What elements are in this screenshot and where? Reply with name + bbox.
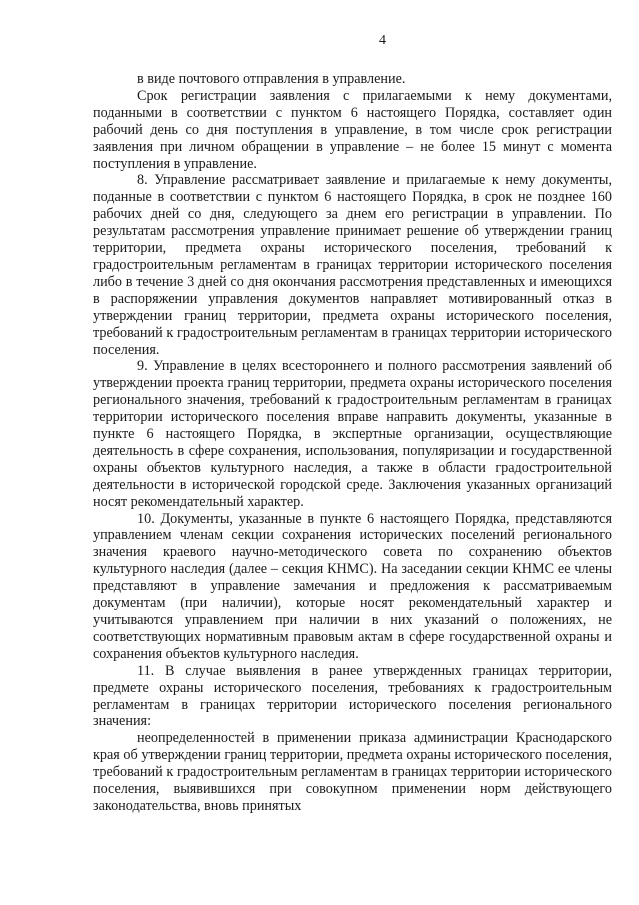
document-body xyxy=(93,71,612,815)
paragraph-item-11: 11. В случае выявления в ранее утвержденных границах территории, предмете охраны исторического поселения, требованиях к градостроительным регламентам в границах территории исторического поселения регионального значения: xyxy=(93,662,612,730)
page-number: 4 xyxy=(379,33,386,48)
paragraph-registration-term: Срок регистрации заявления с прилагаемыми к нему документами, поданными в соответствии с пунктом 6 настоящего Порядка, составляет один рабочий день со дня поступления в управление, в том числе срок регистрации заявления при личном обращении в управление – не более 15 минут с момента поступления в управление. xyxy=(93,87,612,172)
paragraph-item-9: 9. Управление в целях всестороннего и полного рассмотрения заявлений об утверждении проекта границ территории, предмета охраны исторического поселения регионального значения, требований к градостроительным регламентам в границах территории исторического поселения вправе направить документы, указанные в пункте 6 настоящего Порядка, в экспертные организации, осуществляющие деятельность в сфере сохранения, использования, популяризации и государственной охраны объектов культурного наследия, а также в области градостроительной деятельности в исторической городской среде. Заключения указанных организаций носят рекомендательный характер. xyxy=(93,358,612,510)
paragraph-continuation: в виде почтового отправления в управление. xyxy=(137,71,406,87)
paragraph-item-10: 10. Документы, указанные в пункте 6 настоящего Порядка, представляются управлением членам секции сохранения исторических поселений регионального значения краевого научно-методического совета по сохранению объектов культурного наследия (далее – секция КНМС). На заседании секции КНМС ее члены представляют в управление замечания и предложения к рассматриваемым документам (при наличии), которые носят рекомендательный характер и учитываются управлением при наличии в них указаний о положениях, не соответствующих нормативным правовым актам в сфере государственной охраны и сохранения объектов культурного наследия. xyxy=(93,510,612,662)
paragraph-item-11-subitem: неопределенностей в применении приказа администрации Краснодарского края об утверждении границ территории, предмета охраны исторического поселения, требований к градостроительным регламентам в границах территории исторического поселения, выявившихся при совокупном применении норм действующего законодательства, вновь принятых xyxy=(93,730,612,814)
paragraph-item-8: 8. Управление рассматривает заявление и прилагаемые к нему документы, поданные в соответствии с пунктом 6 настоящего Порядка, в срок не позднее 160 рабочих дней со дня, следующего за днем его регистрации в управлении. По результатам рассмотрения управление принимает решение об утверждении границ территории, предмета охраны исторического поселения, требований к градостроительным регламентам в границах территории исторического поселения либо в течение 3 дней со дня окончания рассмотрения представленных и имеющихся в распоряжении управления документов направляет мотивированный отказ в утверждении границ территории, предмета охраны исторического поселения, требований к градостроительным регламентам в границах территории исторического поселения. xyxy=(93,172,612,358)
